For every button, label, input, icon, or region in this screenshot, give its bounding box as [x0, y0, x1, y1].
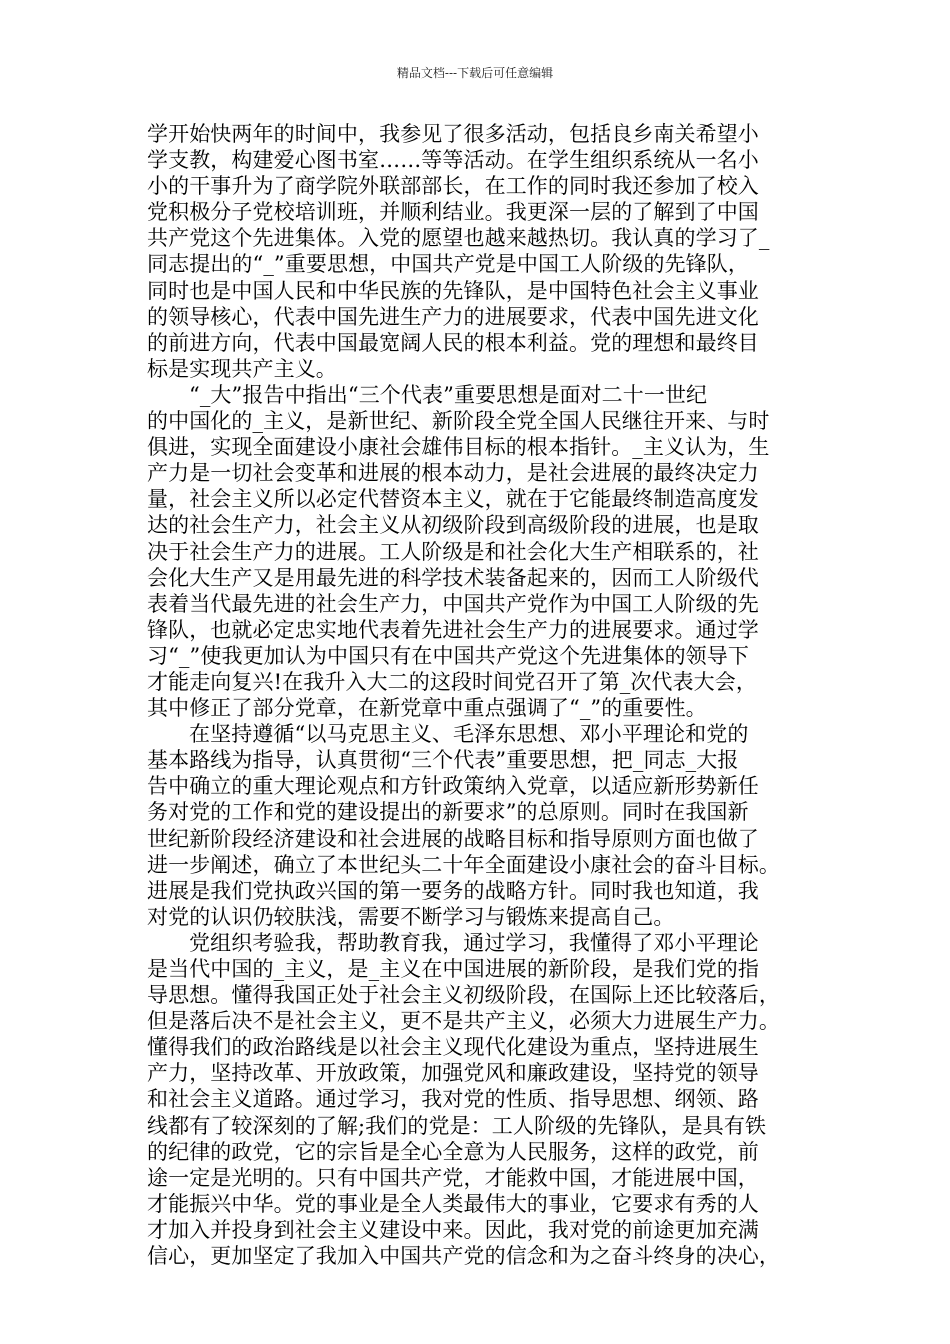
text-line: 的纪律的政党，它的宗旨是全心全意为人民服务，这样的政党，前	[147, 1139, 759, 1164]
text-line: 标是实现共产主义。	[147, 356, 337, 381]
text-line: 在坚持遵循“以马克思主义、毛泽东思想、邓小平理论和党的	[189, 722, 749, 747]
text-line: 表着当代最先进的社会生产力，中国共产党作为中国工人阶级的先	[147, 591, 759, 616]
paragraph	[147, 930, 815, 1269]
text-line: 才能走向复兴!在我升入大二的这段时间党召开了第_次代表大会，	[147, 669, 757, 694]
text-line: 党积极分子党校培训班，并顺利结业。我更深一层的了解到了中国	[147, 200, 759, 225]
paragraph	[147, 382, 815, 721]
text-line: 懂得我们的政治路线是以社会主义现代化建设为重点，坚持进展生	[147, 1035, 759, 1060]
text-line: 途一定是光明的。只有中国共产党，才能救中国，才能进展中国，	[147, 1165, 759, 1190]
text-line: 俱进，实现全面建设小康社会雄伟目标的根本指针。_主义认为，生	[147, 435, 770, 460]
text-line: 会化大生产又是用最先进的科学技术装备起来的，因而工人阶级代	[147, 565, 759, 590]
text-line: 告中确立的重大理论观点和方针政策纳入党章，以适应新形势新任	[147, 774, 759, 799]
text-line: 同时也是中国人民和中华民族的先锋队，是中国特色社会主义事业	[147, 278, 759, 303]
text-line: 产力，坚持改革、开放政策，加强党风和廉政建设，坚持党的领导	[147, 1061, 759, 1086]
text-line: 的中国化的_主义，是新世纪、新阶段全党全国人民继往开来、与时	[147, 409, 770, 434]
paragraph	[147, 121, 815, 382]
text-line: 其中修正了部分党章，在新党章中重点强调了“_”的重要性。	[147, 696, 707, 721]
text-line: 才能振兴中华。党的事业是全人类最伟大的事业，它要求有秀的人	[147, 1191, 759, 1216]
text-line: 是当代中国的_主义，是_主义在中国进展的新阶段，是我们党的指	[147, 957, 759, 981]
text-line: 锋队，也就必定忠实地代表着先进社会生产力的进展要求。通过学	[147, 617, 759, 642]
page-header: 精品文档---下载后可任意编辑	[396, 66, 554, 80]
text-line: 进展是我们党执政兴国的第一要务的战略方针。同时我也知道，我	[147, 878, 759, 903]
text-line: 的领导核心，代表中国先进生产力的进展要求，代表中国先进文化	[147, 304, 759, 329]
text-line: 信心，更加坚定了我加入中国共产党的信念和为之奋斗终身的决心，	[147, 1244, 780, 1269]
text-line: 小的干事升为了商学院外联部部长，在工作的同时我还参加了校入	[147, 174, 759, 199]
text-line: 的前进方向，代表中国最宽阔人民的根本利益。党的理想和最终目	[147, 330, 759, 355]
paragraph	[147, 721, 815, 930]
text-line: 产力是一切社会变革和进展的根本动力，是社会进展的最终决定力	[147, 461, 759, 486]
text-line: 决于社会生产力的进展。工人阶级是和社会化大生产相联系的，社	[147, 539, 759, 564]
text-line: 但是落后决不是社会主义，更不是共产主义，必须大力进展生产力。	[147, 1009, 780, 1034]
text-line: 党组织考验我，帮助教育我，通过学习，我懂得了邓小平理论	[189, 930, 759, 955]
text-line: 和社会主义道路。通过学习，我对党的性质、指导思想、纲领、路	[147, 1087, 759, 1112]
text-line: 对党的认识仍较肤浅，需要不断学习与锻炼来提高自己。	[147, 904, 675, 929]
text-line: 学支教，构建爱心图书室……等等活动。在学生组织系统从一名小	[147, 148, 759, 173]
text-line: 才加入并投身到社会主义建设中来。因此，我对党的前途更加充满	[147, 1217, 759, 1242]
text-line: 线都有了较深刻的了解;我们的党是：工人阶级的先锋队，是具有铁	[147, 1113, 767, 1138]
text-line: “_大”报告中指出“三个代表”重要思想是面对二十一世纪	[189, 382, 708, 407]
text-line: 导思想。懂得我国正处于社会主义初级阶段，在国际上还比较落后，	[147, 983, 780, 1008]
text-line: 达的社会生产力，社会主义从初级阶段到高级阶段的进展，也是取	[147, 513, 759, 538]
text-line: 同志提出的“_”重要思想，中国共产党是中国工人阶级的先锋队，	[147, 252, 749, 277]
text-line: 学开始快两年的时间中，我参见了很多活动，包括良乡南关希望小	[147, 122, 759, 146]
text-line: 习“_”使我更加认为中国只有在中国共产党这个先进集体的领导下	[147, 643, 749, 668]
text-line: 进一步阐述，确立了本世纪头二十年全面建设小康社会的奋斗目标。	[147, 852, 780, 877]
text-line: 务对党的工作和党的建设提出的新要求”的总原则。同时在我国新	[147, 800, 749, 825]
text-line: 基本路线为指导，认真贯彻“三个代表”重要思想，把_同志_大报	[147, 748, 739, 773]
text-line: 世纪新阶段经济建设和社会进展的战略目标和指导原则方面也做了	[147, 826, 759, 851]
text-line: 量，社会主义所以必定代替资本主义，就在于它能最终制造高度发	[147, 487, 759, 512]
text-line: 共产党这个先进集体。入党的愿望也越来越热切。我认真的学习了_	[147, 226, 770, 251]
document-body	[147, 121, 815, 1269]
